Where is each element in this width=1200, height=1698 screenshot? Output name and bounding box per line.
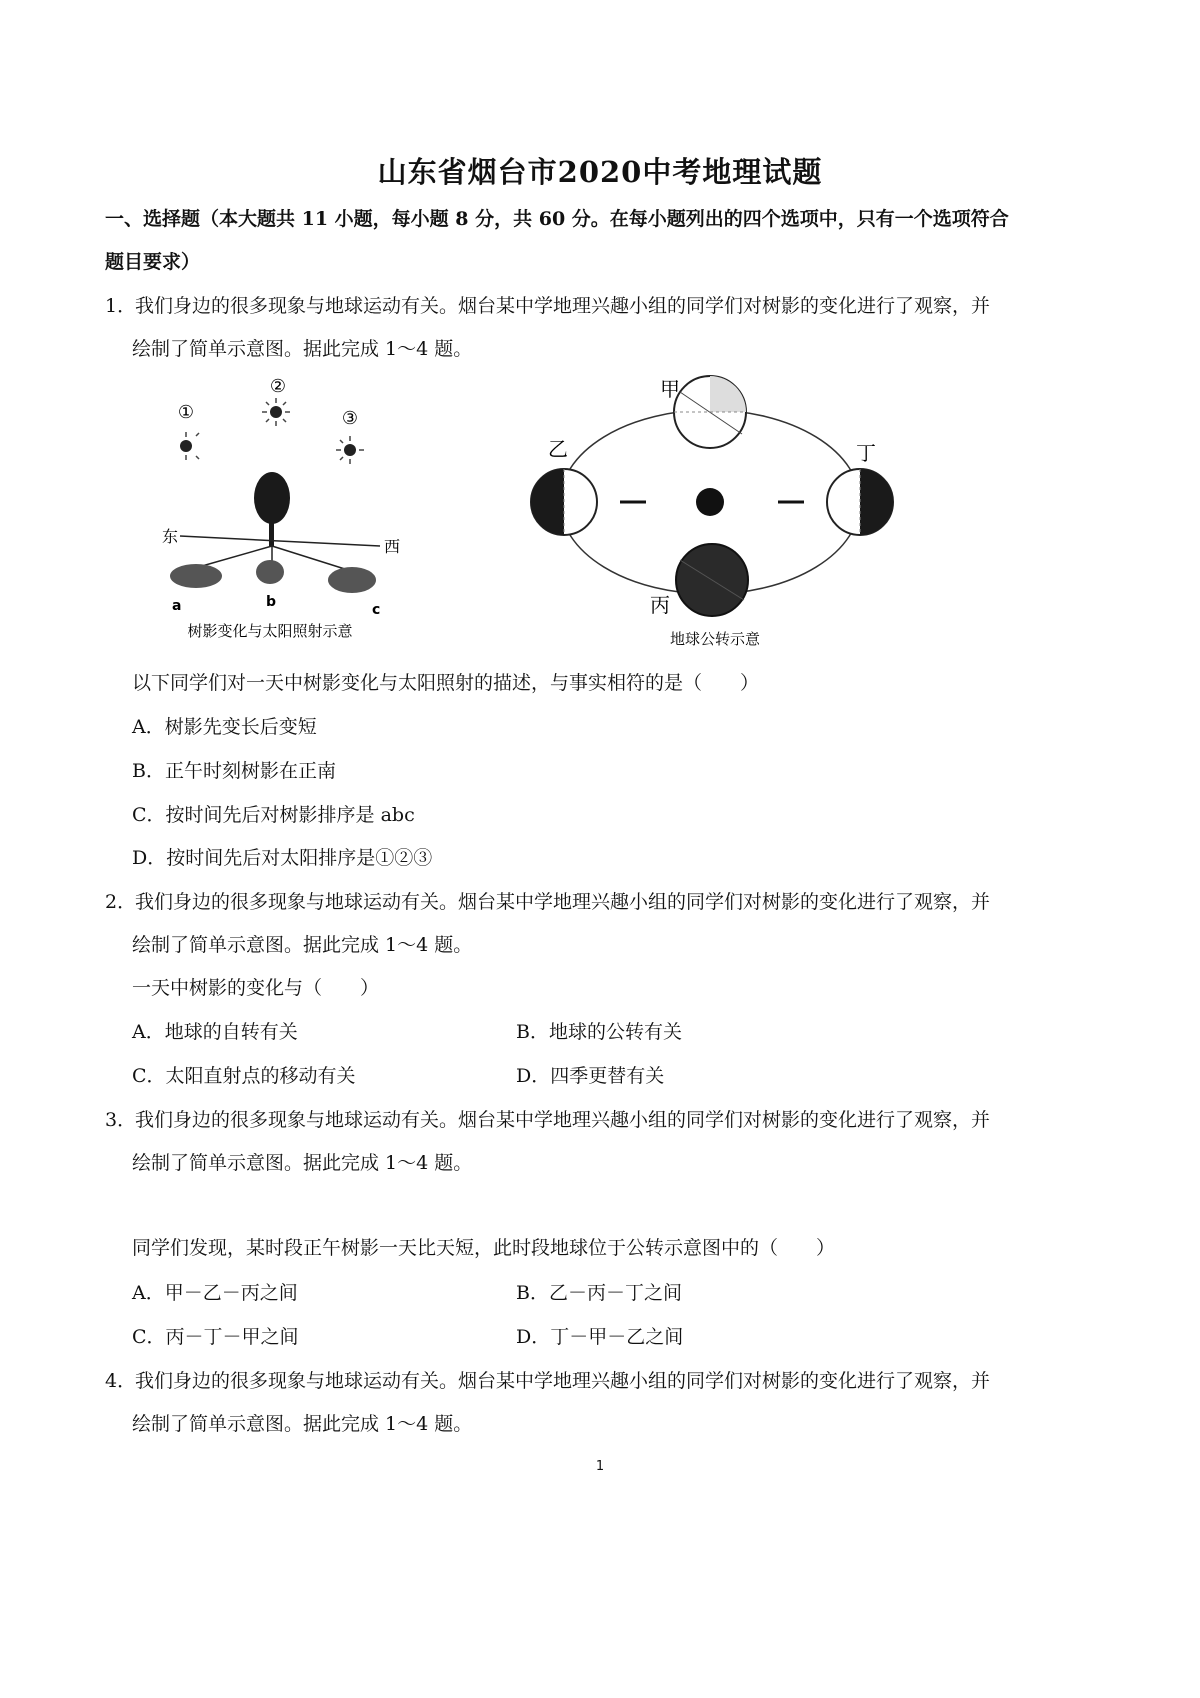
q3-stem-line1: 我们身边的很多现象与地球运动有关。烟台某中学地理兴趣小组的同学们对树影的变化进行了观察，并 [135,1109,991,1131]
west-label: 西 [384,537,401,556]
page-number: 1 [595,1459,605,1474]
q1-option-d: D．按时间先后对太阳排序是①②③ [132,847,433,869]
shadow-c [328,567,376,593]
q2-option-d: D．四季更替有关 [516,1065,665,1087]
section-heading-line1: 一、选择题（本大题共 11 小题，每小题 8 分，共 60 分。在每小题列出的四个选项中，只有一个选项符合 [105,208,1009,230]
earth-position-yi [531,469,597,535]
right-figure-caption: 地球公转示意 [669,630,761,648]
sun-label-3: ③ [341,408,359,429]
q2-prompt: 一天中树影的变化与（ ） [132,977,380,999]
shadow-label-c: c [372,602,381,618]
shadow-label-a: a [172,598,182,614]
east-west-line [180,536,380,546]
q2-option-c: C．太阳直射点的移动有关 [132,1065,356,1087]
section-heading-line2: 题目要求） [105,251,201,273]
shadow-a [170,564,222,588]
q1-prompt: 以下同学们对一天中树影变化与太阳照射的描述，与事实相符的是（ ） [132,672,760,694]
q3-prompt: 同学们发现，某时段正午树影一天比天短，此时段地球位于公转示意图中的（ ） [132,1237,836,1259]
shadow-b [256,560,284,584]
q2-option-a: A．地球的自转有关 [132,1021,298,1043]
q1-option-c: C．按时间先后对树影排序是 abc [132,804,415,826]
q2-stem-line2: 绘制了简单示意图。据此完成 1～4 题。 [132,934,473,956]
sun-icon [696,488,724,516]
earth-position-ding [827,469,893,535]
q3-option-d: D．丁－甲－乙之间 [516,1326,684,1348]
earth-position-jia [674,376,746,448]
east-label: 东 [162,527,179,546]
q3-stem-line2: 绘制了简单示意图。据此完成 1～4 题。 [132,1152,473,1174]
page-title: 山东省烟台市2020中考地理试题 [377,155,823,189]
q2-stem-line1: 我们身边的很多现象与地球运动有关。烟台某中学地理兴趣小组的同学们对树影的变化进行了观察，并 [135,891,991,913]
earth-revolution-figure [520,370,910,650]
position-label-jia: 甲 [660,377,680,401]
q1-stem-line1: 我们身边的很多现象与地球运动有关。烟台某中学地理兴趣小组的同学们对树影的变化进行了观察，并 [135,295,991,317]
position-label-ding: 丁 [856,441,876,465]
q1-option-a: A．树影先变长后变短 [132,716,317,738]
earth-position-bing [676,544,748,616]
q2-number: 2． [105,891,137,913]
q1-stem-line2: 绘制了简单示意图。据此完成 1～4 题。 [132,338,473,360]
tree-shadow-figure [150,370,410,650]
q3-option-a: A．甲－乙－丙之间 [132,1282,298,1304]
q4-stem-line2: 绘制了简单示意图。据此完成 1～4 题。 [132,1413,473,1435]
shadow-label-b: b [266,594,277,610]
sun-icon-1 [180,432,199,460]
sun-label-2: ② [269,376,287,397]
left-figure-caption: 树影变化与太阳照射示意 [187,622,353,640]
q4-number: 4． [105,1370,137,1392]
sun-label-1: ① [177,402,195,423]
q3-option-b: B．乙－丙－丁之间 [516,1282,682,1304]
position-label-yi: 乙 [548,437,568,461]
sun-icon-3 [336,436,364,464]
q2-option-b: B．地球的公转有关 [516,1021,682,1043]
q1-option-b: B．正午时刻树影在正南 [132,760,336,782]
tree-icon [254,472,290,546]
q3-option-c: C．丙－丁－甲之间 [132,1326,299,1348]
sun-icon-2 [262,398,290,426]
position-label-bing: 丙 [650,593,670,617]
q3-number: 3． [105,1109,137,1131]
q4-stem-line1: 我们身边的很多现象与地球运动有关。烟台某中学地理兴趣小组的同学们对树影的变化进行了观察，并 [135,1370,991,1392]
q1-number: 1． [105,295,137,317]
